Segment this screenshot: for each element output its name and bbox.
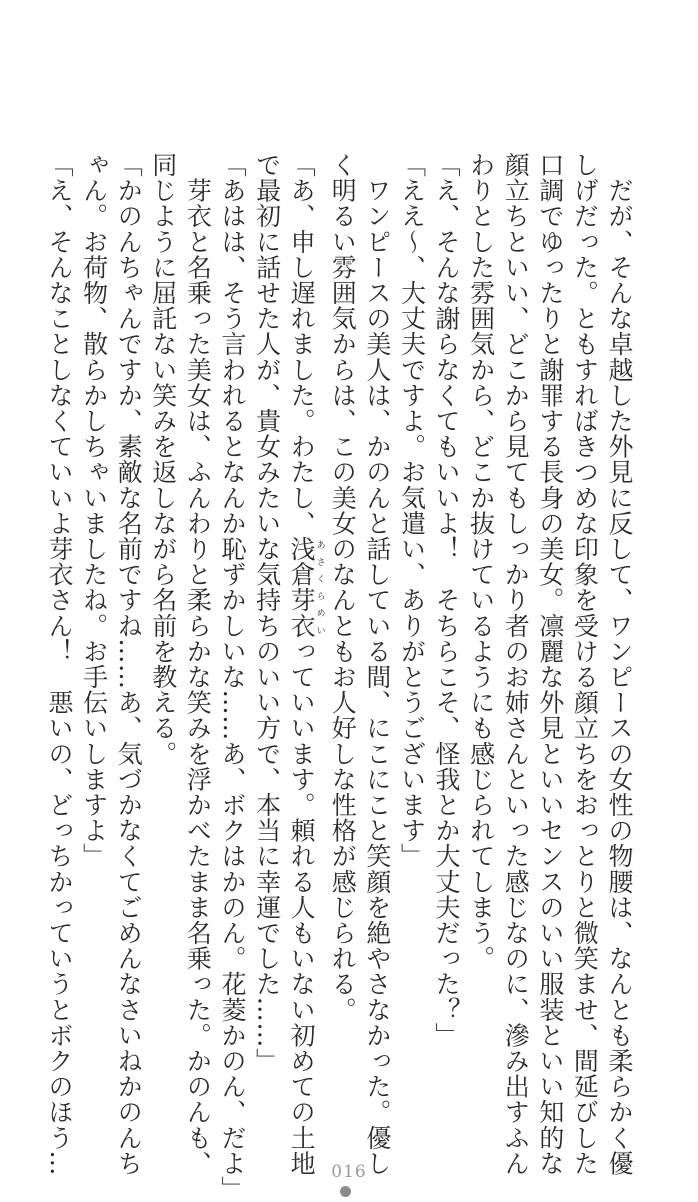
text-segment: っていいます。頼れる人もいない初めての土地 [287,638,317,1177]
ruby-reading: あさくらめい [314,536,325,639]
text-line: 顔立ちといい、どこから見てもしっかり者のお姉さんといった感じなのに、滲み出すふん [501,152,531,1176]
ruby-base: 浅倉芽衣 [287,536,317,639]
text-line: だが、そんな卓越した外見に反して、ワンピースの女性の物腰は、なんとも柔らかく優 [605,152,634,1176]
text-line: ゃん。お荷物、散らかしちゃいましたね。お手伝いしますよ」 [79,152,109,869]
page-indicator-dot [340,1186,351,1197]
text-line: ワンピースの美人は、かのんと話している間、にこにこと笑顔を絶やさなかった。優し [362,152,392,1176]
text-line: 口調でゆったりと謝罪する長身の美女。凛麗な外見といいセンスのいい服装といい知的な [535,152,565,1176]
text-line: わりとした雰囲気から、どこか抜けているようにも感じられてしまう。 [466,152,496,972]
text-line: 「ええ〜、大丈夫ですよ。お気遣い、ありがとうございます」 [397,152,427,869]
ruby-annotation [287,536,325,639]
text-line: で最初に話せた人が、貴女みたいな気持ちのいい方で、本当に幸運でした……」 [252,152,282,1074]
text-line: 同じように屈託ない笑みを返しながら名前を教える。 [148,152,178,767]
text-line: 芽衣と名乗った美女は、ふんわりと柔らかな笑みを浮かべたまま名乗った。かのんも、 [183,152,213,1176]
text-segment: 「あ、申し遅れました。わたし、 [287,152,317,536]
text-line: 「え、そんなことしなくていいよ芽衣さん！ 悪いの、どっちかっていうとボクのほう… [45,152,74,1176]
text-line: 「え、そんな謝らなくてもいいよ！ そちらこそ、怪我とか大丈夫だった？」 [432,152,462,1048]
text-line-with-ruby [284,152,325,1177]
text-line: 「あはは、そう言われるとなんか恥ずかしいな……あ、ボクはかのん。花菱かのん、だよ」 [217,152,247,1202]
text-line: く明るい雰囲気からは、この美女のなんともお人好しな性格が感じられる。 [328,152,358,1023]
page-number: 016 [331,1162,367,1182]
text-line: しげだった。ともすればきつめな印象を受ける顔立ちをおっとりと微笑ませ、間延びした [570,152,600,1176]
text-line: 「かのんちゃんですか、素敵な名前ですね……あ、気づかなくてごめんなさいねかのんち [114,152,144,1176]
